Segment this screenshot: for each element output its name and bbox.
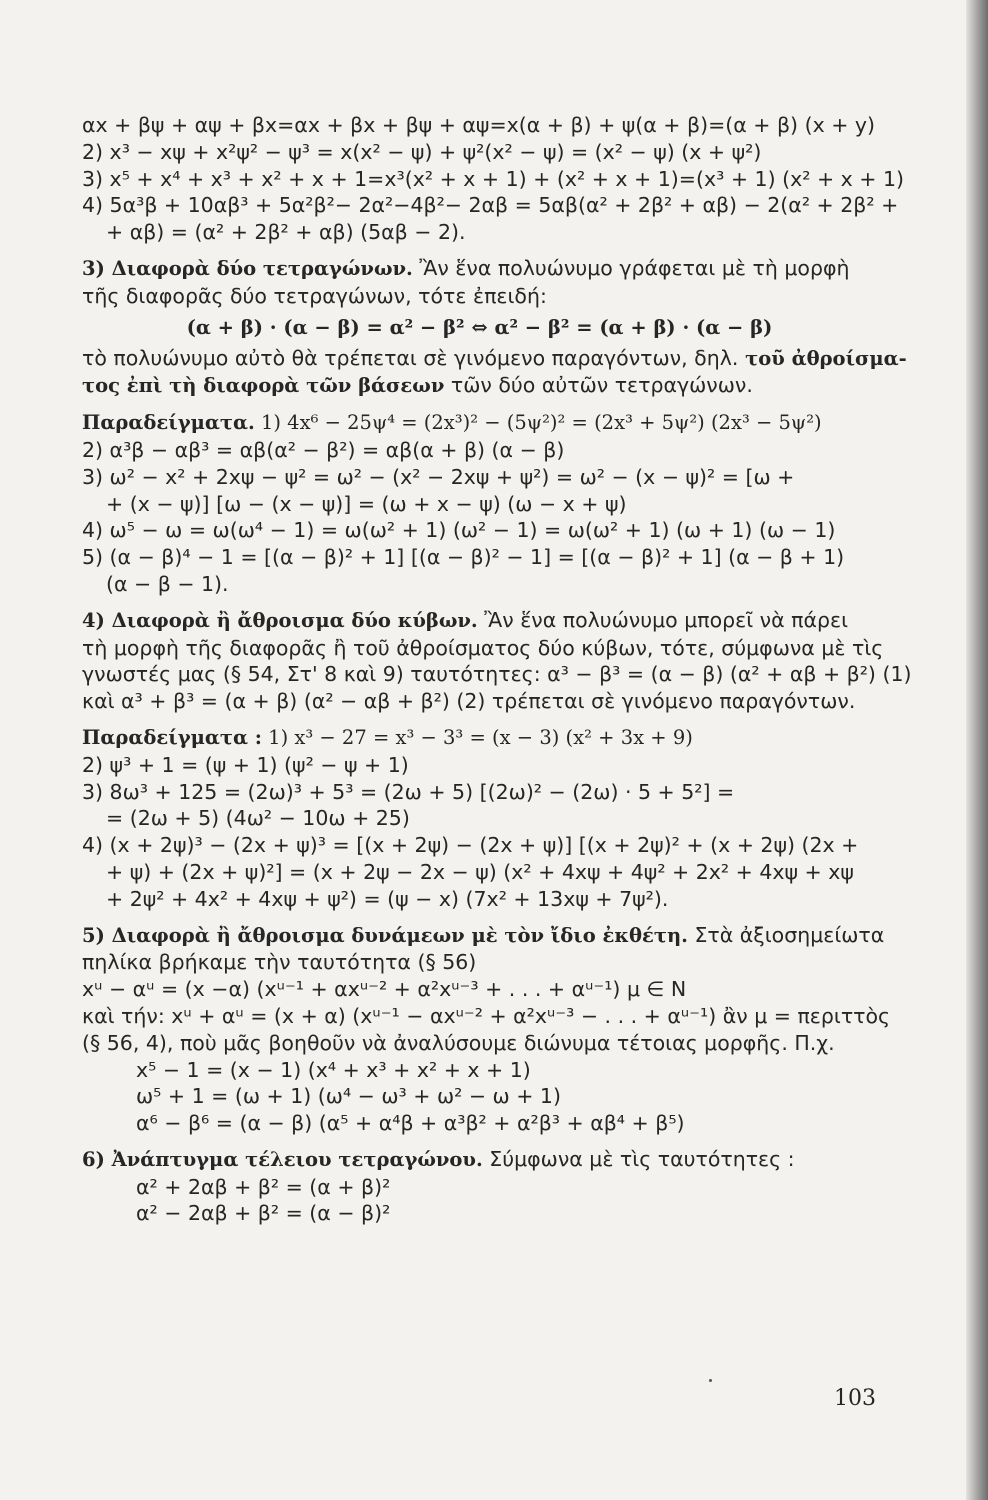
section-title: 5) Διαφορὰ ἢ ἄθροισμα δυνάμεων μὲ τὸν ἴδιο ἐκθέτη. <box>82 923 688 947</box>
text-line: α² + 2αβ + β² = (α + β)² <box>136 1174 391 1199</box>
text-line: 4) ω⁵ − ω = ω(ω⁴ − 1) = ω(ω² + 1) (ω² − 1) = ω(ω² + 1) (ω + 1) (ω − 1) <box>82 518 836 543</box>
scan-speck <box>709 1379 712 1382</box>
text-line: 2) x³ − xψ + x²ψ² − ψ³ = x(x² − ψ) + ψ²(x² − ψ) = (x² − ψ) (x + ψ²) <box>82 139 762 164</box>
section-heading-perfect-square <box>82 1146 877 1174</box>
text-line: τῆς διαφορᾶς δύο τετραγώνων, τότε ἐπειδή: <box>82 283 547 308</box>
examples-label: Παραδείγματα. <box>82 411 255 435</box>
text-line: xᵘ − αᵘ = (x −α) (xᵘ⁻¹ + αxᵘ⁻² + α²xᵘ⁻³ + . . . + αᵘ⁻¹) μ ∈ N <box>82 977 687 1002</box>
text-line: 3) 8ω³ + 125 = (2ω)³ + 5³ = (2ω + 5) [(2ω)² − (2ω) · 5 + 5²] = <box>82 779 735 804</box>
section-heading-cubes <box>82 607 877 635</box>
text-run: 1) x³ − 27 = x³ − 3³ = (x − 3) (x² + 3x + 9) <box>261 725 693 749</box>
text-run: τὸ πολυώνυμο αὐτὸ θὰ τρέπεται σὲ γινόμενο παραγόντων, δηλ. <box>82 345 739 370</box>
text-line: (§ 56, 4), ποὺ μᾶς βοηθοῦν νὰ ἀναλύσουμε διώνυμα τέτοιας μορφῆς. Π.χ. <box>82 1030 835 1055</box>
text-line: x⁵ − 1 = (x − 1) (x⁴ + x³ + x² + x + 1) <box>136 1057 531 1082</box>
text-line: καὶ τήν: xᵘ + αᵘ = (x + α) (xᵘ⁻¹ − αxᵘ⁻² + α²xᵘ⁻³ − . . . + αᵘ⁻¹) ἂν μ = περιττὸς <box>82 1003 891 1028</box>
examples-line <box>82 724 877 752</box>
text-line: + (x − ψ)] [ω − (x − ψ)] = (ω + x − ψ) (ω − x + ψ) <box>106 491 627 516</box>
examples-label: Παραδείγματα : <box>82 725 262 749</box>
text-line: ω⁵ + 1 = (ω + 1) (ω⁴ − ω³ + ω² − ω + 1) <box>136 1084 561 1109</box>
identity-formula: (α + β) · (α − β) = α² − β² ⇔ α² − β² = (α + β) · (α − β) <box>186 315 773 339</box>
text-line <box>82 345 907 373</box>
text-line: (α − β − 1). <box>106 571 229 596</box>
text-line: 3) x⁵ + x⁴ + x³ + x² + x + 1=x³(x² + x + 1) + (x² + x + 1)=(x³ + 1) (x² + x + 1) <box>82 166 905 191</box>
emphasis-run: τοῦ ἀθροίσμα- <box>738 346 907 370</box>
text-line: 2) ψ³ + 1 = (ψ + 1) (ψ² − ψ + 1) <box>82 752 409 777</box>
text-line <box>82 372 877 400</box>
text-run: τῶν δύο αὐτῶν τετραγώνων. <box>444 373 753 398</box>
scan-page-edge <box>966 0 988 1500</box>
text-run: 1) 4x⁶ − 25ψ⁴ = (2x³)² − (5ψ²)² = (2x³ + 5ψ²) (2x³ − 5ψ²) <box>254 411 822 435</box>
section-title: 4) Διαφορὰ ἢ ἄθροισμα δύο κύβων. <box>82 608 478 632</box>
section-heading-powers <box>82 922 885 950</box>
page-number: 103 <box>834 1386 876 1411</box>
section-title: 6) Ἀνάπτυγμα τέλειου τετραγώνου. <box>82 1147 483 1171</box>
text-line: 4) 5α³β + 10αβ³ + 5α²β²− 2α²−4β²− 2αβ = 5αβ(α² + 2β² + αβ) − 2(α² + 2β² + <box>82 193 899 218</box>
text-line: + ψ) + (2x + ψ)²] = (x + 2ψ − 2x − ψ) (x² + 4xψ + 4ψ² + 2x² + 4xψ + xψ <box>106 859 854 884</box>
text-run: Σύμφωνα μὲ τὶς ταυτότητες : <box>482 1146 795 1171</box>
text-line: 2) α³β − αβ³ = αβ(α² − β²) = αβ(α + β) (α − β) <box>82 437 565 462</box>
text-line: = (2ω + 5) (4ω² − 10ω + 25) <box>106 806 410 831</box>
text-line: καὶ α³ + β³ = (α + β) (α² − αβ + β²) (2) τρέπεται σὲ γινόμενο παραγόντων. <box>82 689 856 714</box>
section-title: 3) Διαφορὰ δύο τετραγώνων. <box>82 256 413 280</box>
text-line: γνωστές μας (§ 54, Στ' 8 καὶ 9) ταυτότητες: α³ − β³ = (α − β) (α² + αβ + β²) (1) <box>82 662 912 687</box>
text-run: Ἂν ἕνα πολυώνυμο γράφεται μὲ τὴ μορφὴ <box>412 255 850 280</box>
text-line: αx + βψ + αψ + βx=αx + βx + βψ + αψ=x(α + β) + ψ(α + β)=(α + β) (x + y) <box>82 113 876 137</box>
text-run: Ἂν ἕνα πολυώνυμο μπορεῖ νὰ πάρει <box>477 607 849 632</box>
section-heading-difference-of-squares <box>82 255 877 283</box>
text-line: 3) ω² − x² + 2xψ − ψ² = ω² − (x² − 2xψ + ψ²) = ω² − (x − ψ)² = [ω + <box>82 464 795 489</box>
text-line: τὴ μορφὴ τῆς διαφορᾶς ἢ τοῦ ἀθροίσματος δύο κύβων, τότε, σύμφωνα μὲ τὶς <box>82 635 884 660</box>
text-line: + αβ) = (α² + 2β² + αβ) (5αβ − 2). <box>106 220 466 245</box>
text-run: Στὰ ἀξιοσημείωτα <box>687 922 885 947</box>
emphasis-run: τος ἐπὶ τὴ διαφορὰ τῶν βάσεων <box>82 374 445 398</box>
text-line: πηλίκα βρήκαμε τὴν ταυτότητα (§ 56) <box>82 950 477 975</box>
text-line: α² − 2αβ + β² = (α − β)² <box>136 1201 391 1226</box>
examples-line <box>82 409 877 437</box>
text-line: + 2ψ² + 4x² + 4xψ + ψ²) = (ψ − x) (7x² + 13xψ + 7ψ²). <box>106 886 669 911</box>
book-page-body <box>82 112 912 1227</box>
text-line: 5) (α − β)⁴ − 1 = [(α − β)² + 1] [(α − β)² − 1] = [(α − β)² + 1] (α − β + 1) <box>82 545 845 570</box>
text-line: 4) (x + 2ψ)³ − (2x + ψ)³ = [(x + 2ψ) − (2x + ψ)] [(x + 2ψ)² + (x + 2ψ) (2x + <box>82 833 859 858</box>
text-line: α⁶ − β⁶ = (α − β) (α⁵ + α⁴β + α³β² + α²β³ + αβ⁴ + β⁵) <box>136 1111 685 1136</box>
